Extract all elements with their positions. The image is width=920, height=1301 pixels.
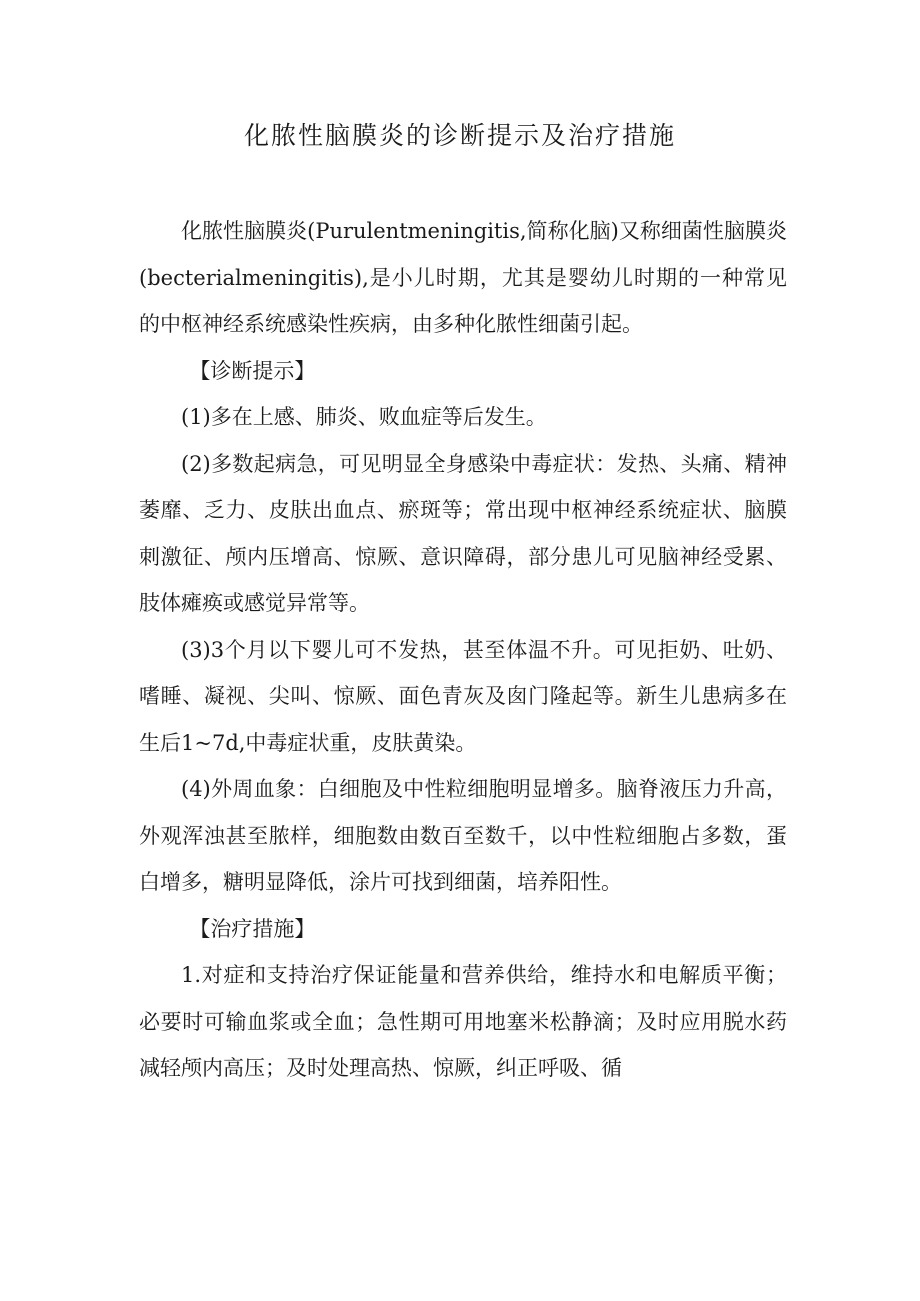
intro-paragraph: 化脓性脑膜炎(Purulentmeningitis,简称化脑)又称细菌性脑膜炎(becterialmeningitis),是小儿时期，尤其是婴幼儿时期的一种常见的中枢神经系统感染性疾病，由多种化脓性细菌引起。: [139, 219, 787, 336]
treatment-heading: 【治疗措施】: [189, 916, 316, 941]
diagnosis-item: (3)3个月以下婴儿可不发热，甚至体温不升。可见拒奶、吐奶、嗜睡、凝视、尖叫、惊厥、面色青灰及囱门隆起等。新生儿患病多在生后1~7d,中毒症状重，皮肤黄染。: [139, 637, 787, 755]
diagnosis-heading: 【诊断提示】: [189, 358, 316, 383]
diagnosis-item: (4)外周血象：白细胞及中性粒细胞明显增多。脑脊液压力升高，外观浑浊甚至脓样，细胞数由数百至数千，以中性粒细胞占多数，蛋白增多，糖明显降低，涂片可找到细菌，培养阳性。: [139, 777, 787, 894]
diagnosis-item: (2)多数起病急，可见明显全身感染中毒症状：发热、头痛、精神萎靡、乏力、皮肤出血点、瘀斑等；常出现中枢神经系统症状、脑膜刺激征、颅内压增高、惊厥、意识障碍，部分患儿可见脑神经受累、肢体瘫痪或感觉异常等。: [139, 451, 787, 615]
treatment-item: 1.对症和支持治疗保证能量和营养供给，维持水和电解质平衡；必要时可输血浆或全血；急性期可用地塞米松静滴；及时应用脱水药减轻颅内高压；及时处理高热、惊厥，纠正呼吸、循: [139, 963, 787, 1080]
document-title: 化脓性脑膜炎的诊断提示及治疗措施: [243, 121, 676, 150]
diagnosis-item: (1)多在上感、肺炎、败血症等后发生。: [181, 405, 547, 429]
document-body: [139, 208, 787, 1092]
